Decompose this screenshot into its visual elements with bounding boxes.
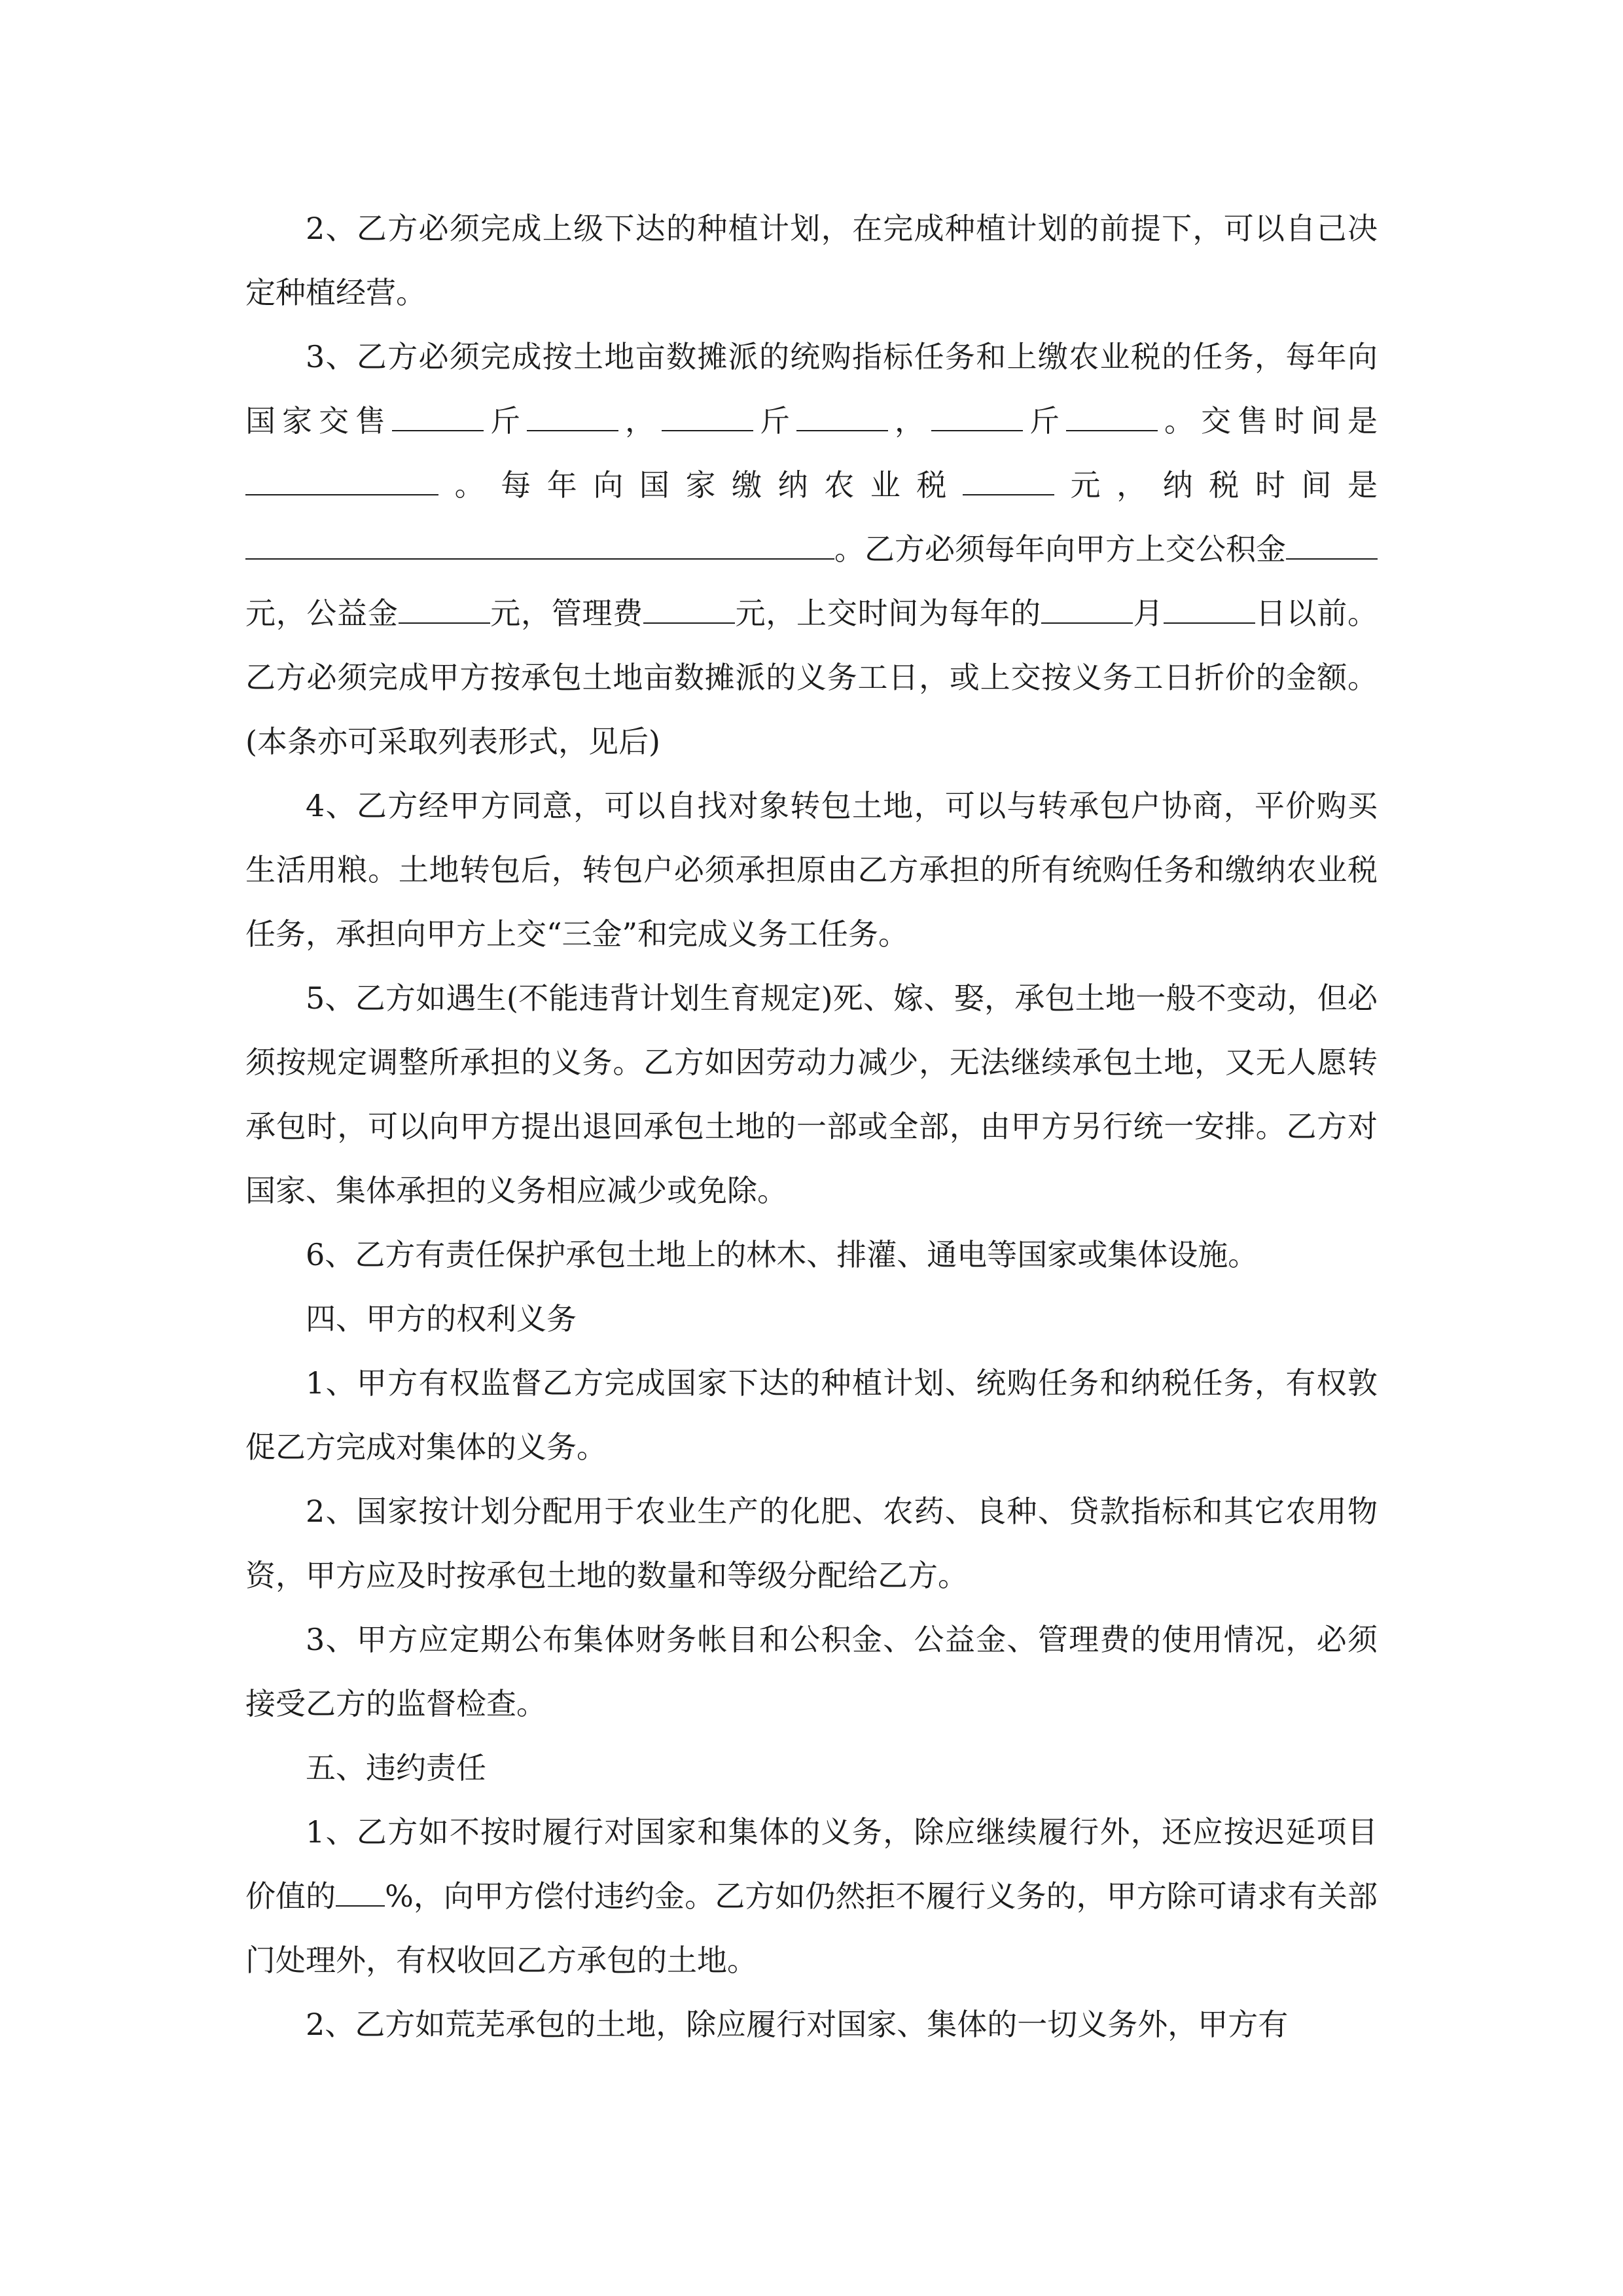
tax-time-label: ，纳税时间是 xyxy=(1116,467,1378,503)
clause-2: 2、乙方必须完成上级下达的种植计划，在完成种植计划的前提下，可以自己决定种植经营。 xyxy=(245,211,1378,310)
section-4-item-1: 1、甲方有权监督乙方完成国家下达的种植计划、统购任务和纳税任务，有权敦促乙方完成对集体的义务。 xyxy=(245,1365,1378,1465)
unit-jin: 斤 xyxy=(1023,403,1066,439)
clause-5: 5、乙方如遇生(不能违背计划生育规定)死、嫁、娶，承包土地一般不变动，但必须按规定调整所承担的义务。乙方如因劳动力减少，无法继续承包土地，又无人愿转承包时，可以向甲方提出退回承包土地的一部或全部，由甲方另行统一安排。乙方对国家、集体承担的义务相应减少或免除。 xyxy=(245,980,1378,1208)
clause-3-intro: 3、乙方必须完成按土地亩数摊派的统购指标任务和上缴农业税的任务，每年向国家交售 xyxy=(245,339,1378,439)
unit-jin: 斤 xyxy=(484,403,527,439)
blank-field[interactable] xyxy=(1286,532,1378,560)
clause-6: 6、乙方有责任保护承包土地上的林木、排灌、通电等国家或集体设施。 xyxy=(306,1237,1258,1272)
penalty-tail: ，向甲方偿付违约金。乙方如仍然拒不履行义务的，甲方除可请求有关部门处理外，有权收回乙方承包的土地。 xyxy=(245,1878,1378,1978)
section-4-item-2: 2、国家按计划分配用于农业生产的化肥、农药、良种、贷款指标和其它农用物资，甲方应及时按承包土地的数量和等级分配给乙方。 xyxy=(245,1494,1378,1593)
unit-jin: 斤 xyxy=(753,403,796,439)
blank-field[interactable] xyxy=(399,596,490,624)
separator: ， xyxy=(618,403,662,439)
blank-field[interactable] xyxy=(392,404,484,431)
penalty-intro: 1、乙方如不按时履行对国家和集体的义务，除应继续履行外，还应按迟延项目价值的 xyxy=(245,1814,1378,1914)
percent-sign: % xyxy=(385,1878,414,1914)
blank-field[interactable] xyxy=(527,404,618,431)
document-body xyxy=(245,196,1378,2056)
tax-label: 。每年向国家缴纳农业税 xyxy=(438,467,963,503)
blank-field[interactable] xyxy=(1164,596,1255,624)
blank-field[interactable] xyxy=(1041,596,1133,624)
accumulation-fund-label: 。乙方必须每年向甲方上交公积金 xyxy=(834,531,1286,567)
welfare-fund-label: 元，公益金 xyxy=(245,596,399,631)
blank-field[interactable] xyxy=(245,532,834,560)
management-fee-label: 元，管理费 xyxy=(490,596,643,631)
blank-field[interactable] xyxy=(796,404,888,431)
section-5-item-1 xyxy=(245,1800,1378,1992)
blank-field[interactable] xyxy=(336,1879,385,1907)
section-4-heading: 四、甲方的权利义务 xyxy=(306,1301,577,1336)
blank-field[interactable] xyxy=(245,468,438,495)
unit-yuan: 元 xyxy=(1054,467,1117,503)
blank-field[interactable] xyxy=(662,404,753,431)
section-5-heading: 五、违约责任 xyxy=(306,1750,486,1785)
unit-month: 月 xyxy=(1132,596,1164,631)
clause-3 xyxy=(245,325,1378,774)
blank-field[interactable] xyxy=(931,404,1023,431)
payment-time-label: 元，上交时间为每年的 xyxy=(734,596,1041,631)
blank-field[interactable] xyxy=(963,468,1054,495)
section-4-item-3: 3、甲方应定期公布集体财务帐目和公积金、公益金、管理费的使用情况，必须接受乙方的监督检查。 xyxy=(245,1622,1378,1721)
separator: ， xyxy=(888,403,931,439)
sale-time-label: 。交售时间是 xyxy=(1158,403,1378,439)
clause-4: 4、乙方经甲方同意，可以自找对象转包土地，可以与转承包户协商，平价购买生活用粮。土地转包后，转包户必须承担原由乙方承担的所有统购任务和缴纳农业税任务，承担向甲方上交“三金”和完成义务工任务。 xyxy=(245,788,1378,952)
blank-field[interactable] xyxy=(643,596,735,624)
blank-field[interactable] xyxy=(1066,404,1158,431)
clause-3-tail: 日以前。乙方必须完成甲方按承包土地亩数摊派的义务工日，或上交按义务工日折价的金额。(本条亦可采取列表形式，见后) xyxy=(245,596,1378,759)
section-5-item-2: 2、乙方如荒芜承包的土地，除应履行对国家、集体的一切义务外，甲方有 xyxy=(306,2007,1289,2042)
